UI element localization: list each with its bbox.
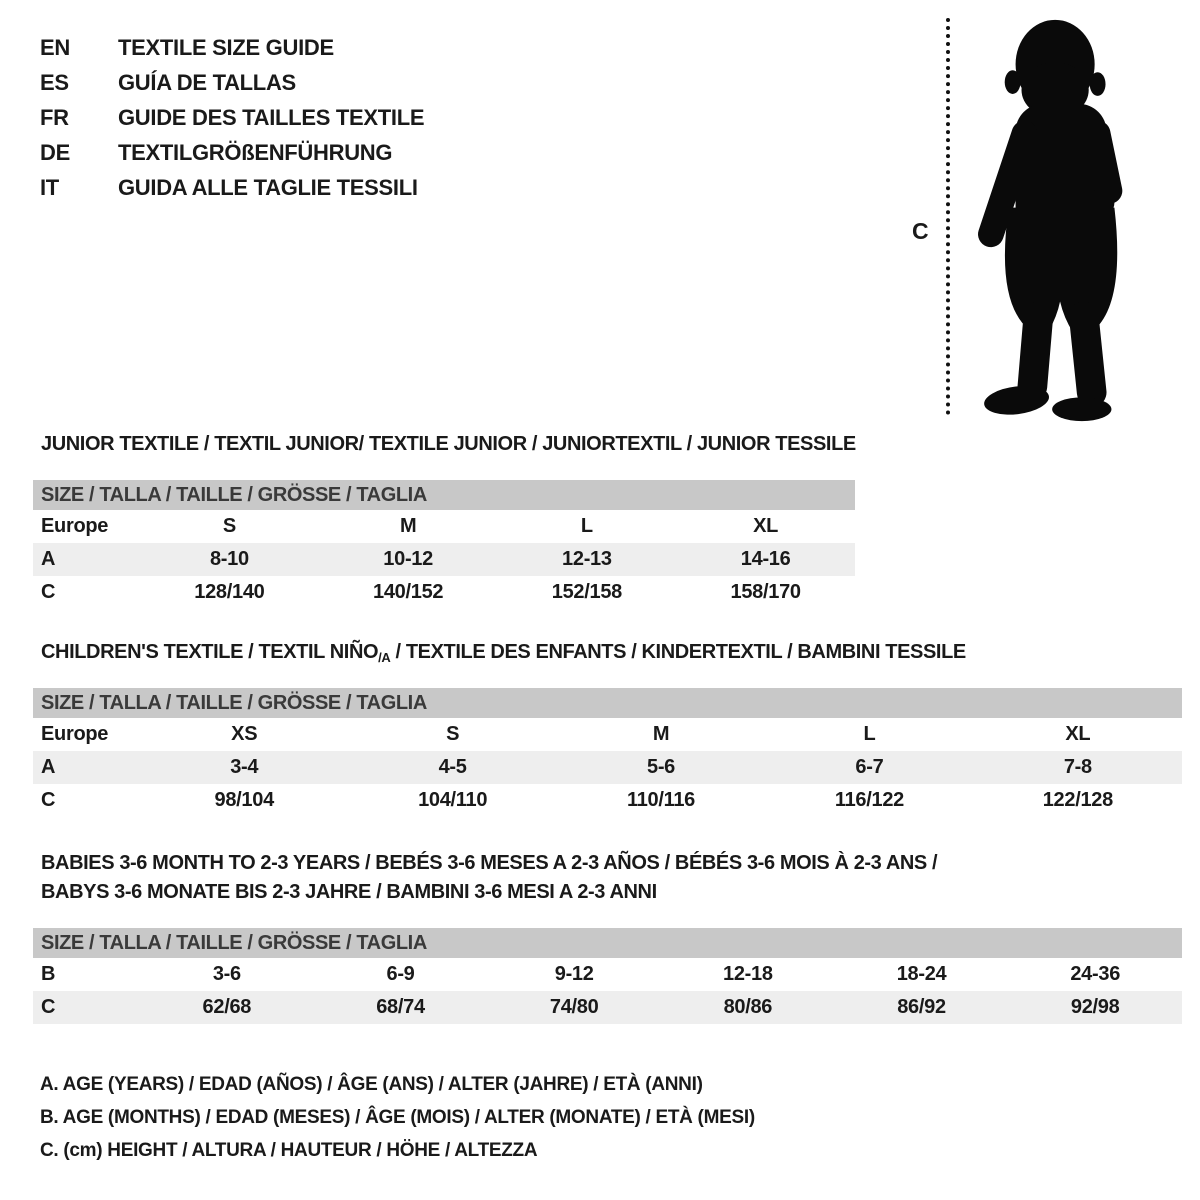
lang-row-es [40,65,424,100]
row-label: A [41,548,56,570]
legend-line-a: A. AGE (YEARS) / EDAD (AÑOS) / ÂGE (ANS) / ALTER (JAHRE) / ETÀ (ANNI) [40,1074,703,1095]
table-cell: 6-7 [855,756,884,778]
title-text: / TEXTILE DES ENFANTS / KINDERTEXTIL / BAMBINI TESSILE [390,641,966,663]
table-cell: 4-5 [438,756,467,778]
junior-size-table [33,480,855,609]
table-cell: M [399,515,417,537]
table-cell: 14-16 [740,548,791,570]
table-cell: 68/74 [376,996,425,1018]
table-cell: 92/98 [1070,996,1120,1018]
lang-row-en [40,30,424,65]
table-cell: XS [231,723,258,745]
row-label: C [41,789,56,811]
title-line-2: BABYS 3-6 MONATE BIS 2-3 JAHRE / BAMBINI 3-6 MESI A 2-3 ANNI [41,881,657,903]
lang-title: GUÍA DE TALLAS [118,69,296,95]
table-cell: 12-13 [562,548,612,570]
table-cell: L [580,515,593,537]
lang-code: IT [40,174,59,200]
table-row-a [33,751,1182,784]
table-cell: 62/68 [202,996,252,1018]
table-cell: 9-12 [554,963,594,985]
table-cell: 98/104 [214,789,274,811]
table-cell: M [652,723,670,745]
table-cell: 104/110 [418,789,488,811]
table-cell: 3-4 [230,756,259,778]
table-cell: 5-6 [647,756,676,778]
table-cell: 10-12 [383,548,433,570]
children-size-table [33,688,1182,817]
lang-title: GUIDA ALLE TAGLIE TESSILI [118,174,418,200]
row-label: Europe [41,515,109,537]
lang-row-de [40,135,424,170]
row-label: C [41,996,56,1018]
row-label: A [41,756,56,778]
section-title-children [41,641,966,665]
table-cell: 8-10 [209,548,249,570]
row-label: C [41,581,56,603]
table-cell: 158/170 [730,581,801,603]
table-cell: S [446,723,460,745]
measure-legend [40,1068,755,1167]
table-row-c [33,991,1182,1024]
table-cell: 12-18 [723,963,773,985]
height-dotted-line [946,18,950,415]
section-title-junior: JUNIOR TEXTILE / TEXTIL JUNIOR/ TEXTILE JUNIOR / JUNIORTEXTIL / JUNIOR TESSILE [41,433,856,455]
size-header-bar: SIZE / TALLA / TAILLE / GRÖSSE / TAGLIA [33,480,855,510]
toddler-silhouette-icon [960,5,1170,430]
height-measure-label: C [912,218,929,244]
lang-code: ES [40,69,69,95]
table-cell: 74/80 [549,996,599,1018]
table-cell: S [222,515,236,537]
table-row-c [33,576,855,609]
title-text: CHILDREN'S TEXTILE / TEXTIL NIÑO [41,641,379,663]
table-row-b [33,958,1182,991]
size-header-bar: SIZE / TALLA / TAILLE / GRÖSSE / TAGLIA [33,688,1182,718]
table-cell: 24-36 [1070,963,1121,985]
lang-code: EN [40,34,70,60]
lang-title: TEXTILGRÖßENFÜHRUNG [118,139,393,165]
table-cell: L [863,723,876,745]
table-cell: 152/158 [551,581,622,603]
legend-line-b: B. AGE (MONTHS) / EDAD (MESES) / ÂGE (MOIS) / ALTER (MONATE) / ETÀ (MESI) [40,1107,755,1128]
table-cell: 7-8 [1063,756,1092,778]
table-cell: XL [753,515,779,537]
table-cell: 110/116 [627,789,696,811]
row-label: Europe [41,723,109,745]
table-row-europe [33,510,855,543]
table-cell: 3-6 [212,963,241,985]
table-cell: 122/128 [1042,789,1113,811]
table-cell: 116/122 [834,789,904,811]
section-title-babies [41,849,937,907]
table-row-c [33,784,1182,817]
table-cell: XL [1065,723,1091,745]
table-row-a [33,543,855,576]
table-cell: 80/86 [723,996,773,1018]
row-label: B [41,963,56,985]
size-header-bar: SIZE / TALLA / TAILLE / GRÖSSE / TAGLIA [33,928,1182,958]
legend-line-c: C. (cm) HEIGHT / ALTURA / HAUTEUR / HÖHE / ALTEZZA [40,1140,538,1161]
lang-code: FR [40,104,69,130]
babies-size-table [33,928,1182,1024]
lang-title: GUIDE DES TAILLES TEXTILE [118,104,425,130]
table-cell: 140/152 [373,581,444,603]
lang-row-fr [40,100,424,135]
lang-row-it [40,170,424,205]
title-line-1: BABIES 3-6 MONTH TO 2-3 YEARS / BEBÉS 3-6 MESES A 2-3 AÑOS / BÉBÉS 3-6 MOIS À 2-3 ANS / [41,852,938,874]
table-cell: 6-9 [386,963,415,985]
lang-title: TEXTILE SIZE GUIDE [118,34,334,60]
table-cell: 128/140 [194,581,265,603]
language-title-list [40,30,424,205]
table-cell: 86/92 [897,996,946,1018]
table-cell: 18-24 [896,963,947,985]
table-row-europe [33,718,1182,751]
lang-code: DE [40,139,70,165]
title-subscript: /A [378,650,391,665]
